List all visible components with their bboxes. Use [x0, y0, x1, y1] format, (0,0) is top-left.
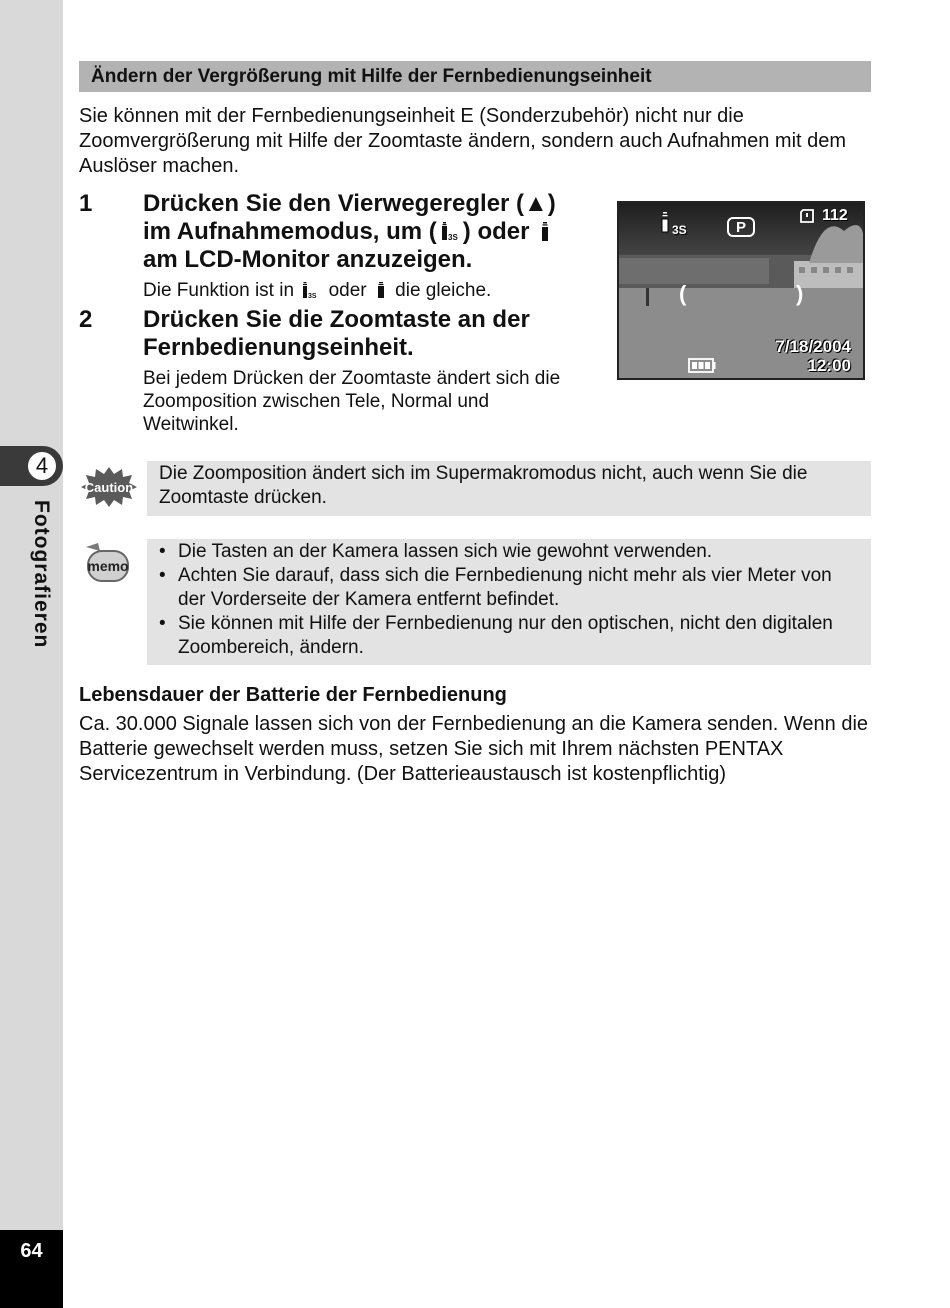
intro-paragraph: Sie können mit der Fernbedienungseinheit E (Sonderzubehör) nicht nur die Zoomvergrößerung mit Hilfe der Zoomtaste ändern, sondern auch Aufnahmen mit dem Auslöser machen. — [79, 105, 847, 177]
lcd-remote-3s-icon — [659, 211, 673, 233]
svg-text:3S: 3S — [447, 233, 458, 242]
section-title: Ändern der Vergrößerung mit Hilfe der Fernbedienungseinheit — [79, 61, 871, 92]
lcd-monitor-preview — [617, 201, 865, 380]
lcd-mode-indicator: P — [727, 217, 755, 237]
page-number: 64 — [20, 1240, 43, 1262]
memo-badge-icon — [80, 541, 132, 585]
remote-3s-icon — [301, 281, 321, 299]
caution-badge-icon — [80, 465, 138, 509]
step-1-body: Die Funktion ist in 3S oder die gleiche. — [143, 280, 492, 301]
memo-item: • Die Tasten an der Kamera lassen sich wie gewohnt verwenden. — [159, 540, 859, 564]
caution-box — [147, 461, 871, 516]
memo-box — [147, 539, 871, 665]
memo-badge-label: memo — [87, 558, 129, 574]
memo-list — [147, 540, 871, 660]
svg-text:3S: 3S — [308, 293, 317, 299]
chapter-sidebar — [0, 0, 63, 1308]
caution-text: Die Zoomposition ändert sich im Supermakromodus nicht, auch wenn Sie die Zoomtaste drücken. — [159, 463, 808, 508]
step-1-number: 1 — [79, 190, 93, 217]
remote-3s-icon — [439, 220, 461, 242]
lcd-timer-label: 3S — [672, 223, 687, 237]
step-2-title: Drücken Sie die Zoomtaste an der Fernbedienungseinheit. — [143, 306, 530, 361]
lcd-focus-bracket-right: ) — [796, 281, 804, 306]
remote-icon — [538, 220, 552, 242]
chapter-number: 4 — [26, 450, 58, 482]
memo-item: • Sie können mit Hilfe der Fernbedienung nur den optischen, nicht den digitalen Zoombereich, ändern. — [159, 612, 859, 660]
lcd-shots-remaining: 112 — [822, 207, 848, 224]
caution-badge-label: Caution — [84, 480, 134, 495]
lcd-focus-bracket-left: ( — [679, 281, 687, 306]
battery-icon — [688, 358, 716, 373]
remote-icon — [374, 281, 388, 299]
lcd-date: 7/18/2004 — [775, 337, 851, 356]
battery-heading: Lebensdauer der Batterie der Fernbedienung — [79, 684, 507, 706]
step-2-number: 2 — [79, 306, 93, 333]
lcd-time: 12:00 — [807, 356, 851, 375]
step-2-body: Bei jedem Drücken der Zoomtaste ändert sich die Zoomposition zwischen Tele, Normal und Weitwinkel. — [143, 368, 561, 435]
memo-item: • Achten Sie darauf, dass sich die Fernbedienung nicht mehr als vier Meter von der Vorderseite der Kamera entfernt befindet. — [159, 564, 859, 612]
step-1-title: Drücken Sie den Vierwegeregler (▲) im Aufnahmemodus, um ( 3S ) oder am LCD-Monitor anzuzeigen. — [143, 190, 556, 273]
lcd-card-icon — [800, 209, 816, 223]
battery-paragraph: Ca. 30.000 Signale lassen sich von der Fernbedienung an die Kamera senden. Wenn die Batterie gewechselt werden muss, setzen Sie sich mit Ihrem nächsten PENTAX Servicezentrum in Verbindung. (Der Batterieaustausch ist kostenpflichtig) — [79, 713, 869, 785]
chapter-title: Fotografieren — [30, 500, 53, 649]
